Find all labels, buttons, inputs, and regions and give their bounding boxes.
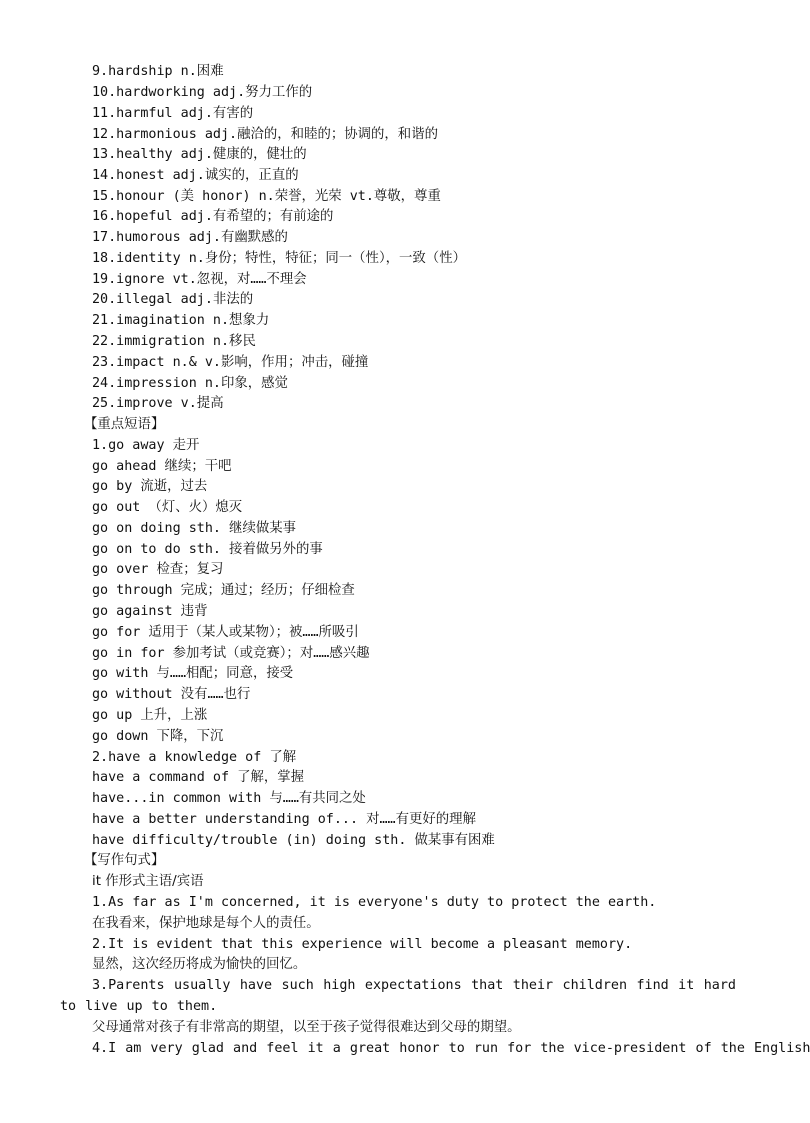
vocab-item: 18.identity n.身份；特性，特征；同一（性），一致（性） [92,250,466,266]
phrase-item: go on doing sth. 继续做某事 [92,520,297,536]
sentence-english-paragraph: 3.Parents usually have such high expectations that their children find it hard to live up to them. [60,978,736,1014]
vocab-item: 19.ignore vt.忽视，对……不理会 [92,271,307,287]
phrase-item: have a command of 了解，掌握 [92,770,305,785]
section-heading-phrases: 【重点短语】 [84,417,165,432]
phrase-item: go in for 参加考试（或竞赛）；对……感兴趣 [92,645,370,661]
phrase-item: go ahead 继续；干吧 [92,458,232,474]
vocab-item: 23.impact n.& v.影响，作用；冲击，碰撞 [92,354,369,370]
vocab-item: 9.hardship n.困难 [92,64,224,79]
vocab-item: 24.impression n.印象，感觉 [92,375,288,391]
sentence-english-paragraph: 4.I am very glad and feel it a great honor to run for the vice-president of the English [92,1041,810,1056]
vocab-item: 11.harmful adj.有害的 [92,105,254,121]
phrase-item: go over 检查；复习 [92,562,224,577]
vocab-item: 22.immigration n.移民 [92,334,256,349]
vocab-item: 15.honour (美 honor) n.荣誉，光荣 vt.尊敬，尊重 [92,188,441,204]
phrase-item: go without 没有……也行 [92,687,251,702]
phrase-item: go up 上升，上涨 [92,708,208,723]
phrase-item: go on to do sth. 接着做另外的事 [92,541,323,557]
vocab-item: 17.humorous adj.有幽默感的 [92,230,288,245]
vocab-item: 16.hopeful adj.有希望的；有前途的 [92,209,334,224]
vocab-item: 21.imagination n.想象力 [92,313,270,328]
sentence-english: 2.It is evident that this experience will become a pleasant memory. [92,936,633,952]
phrase-item: have...in common with 与……有共同之处 [92,791,366,806]
phrase-item: go by 流逝，过去 [92,479,208,494]
phrase-item: have difficulty/trouble (in) doing sth. 做某事有困难 [92,832,495,848]
phrase-item: have a better understanding of... 对……有更好的理解 [92,812,476,827]
vocab-item: 10.hardworking adj.努力工作的 [92,85,313,100]
sentence-english: 1.As far as I'm concerned, it is everyone's duty to protect the earth. [92,895,657,910]
phrase-item: go with 与……相配；同意，接受 [92,666,294,681]
section-heading-writing: 【写作句式】 [84,853,165,868]
phrase-item: 1.go away 走开 [92,437,200,453]
vocab-item: 25.improve v.提高 [92,396,224,411]
phrase-item: go down 下降，下沉 [92,728,224,744]
vocab-item: 20.illegal adj.非法的 [92,292,254,307]
phrase-item: 2.have a knowledge of 了解 [92,749,297,765]
vocab-item: 13.healthy adj.健康的，健壮的 [92,147,307,162]
phrase-item: go against 违背 [92,604,208,619]
sentence-chinese: 在我看来，保护地球是每个人的责任。 [92,915,320,931]
vocab-item: 14.honest adj.诚实的，正直的 [92,168,299,183]
phrase-item: go out （灯、火）熄灭 [92,500,243,515]
sentence-chinese: 显然，这次经历将成为愉快的回忆。 [92,957,307,972]
phrase-item: go through 完成；通过；经历；仔细检查 [92,583,355,598]
writing-subheading: it 作形式主语/宾语 [92,874,204,889]
phrase-item: go for 适用于（某人或某物）；被……所吸引 [92,624,359,640]
sentence-chinese: 父母通常对孩子有非常高的期望，以至于孩子觉得很难达到父母的期望。 [92,1020,521,1035]
vocab-item: 12.harmonious adj.融洽的，和睦的；协调的，和谐的 [92,126,438,142]
